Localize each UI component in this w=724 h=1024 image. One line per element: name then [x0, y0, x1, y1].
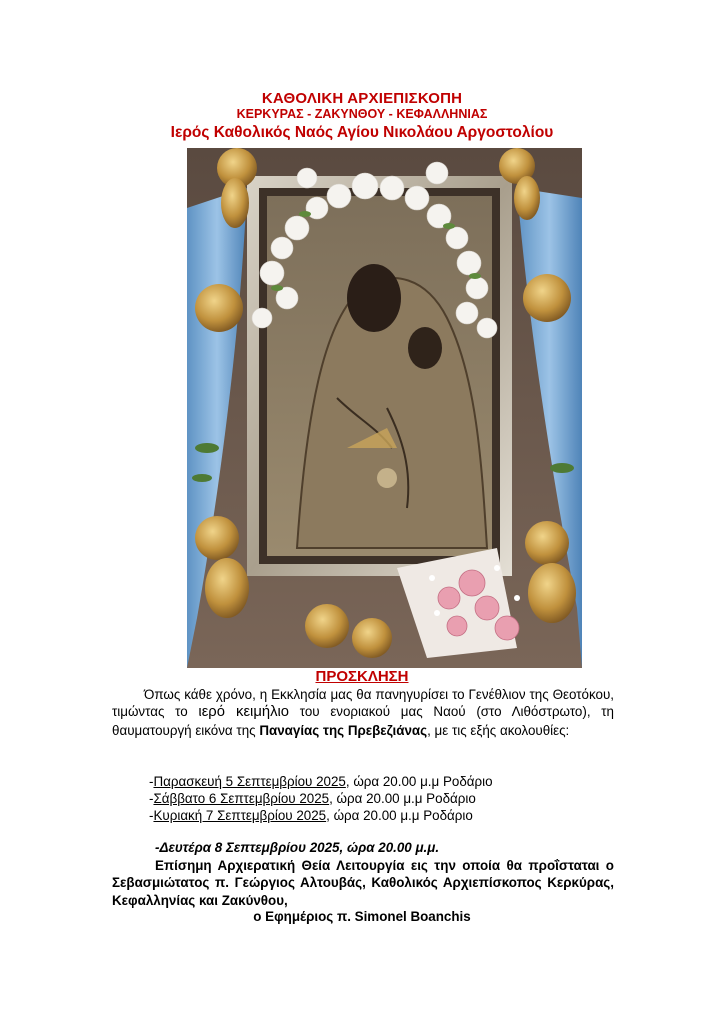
service-date: Κυριακή 7 Σεπτεμβρίου 2025	[153, 808, 327, 823]
service-dash: -	[149, 808, 154, 823]
intro-text-part2: του ενοριακού μας Ναού (στο Λιθόστρωτο), τη θαυματουργή εικόνα της	[112, 704, 615, 738]
intro-text-part1: Όπως κάθε χρόνο, η Εκκλησία μας θα πανηγυρίσει το Γενέθλιον της Θεοτόκου, τιμώντας το	[112, 687, 614, 720]
archdiocese-title: ΚΑΘΟΛΙΚΗ ΑΡΧΙΕΠΙΣΚΟΠΗ	[261, 90, 463, 107]
service-item	[149, 774, 493, 789]
service-date: Παρασκευή 5 Σεπτεμβρίου 2025	[153, 774, 346, 789]
priest-signature: ο Εφημέριος π. Simonel Boanchis	[253, 909, 471, 924]
intro-text-part3: , με τις εξής ακολουθίες:	[427, 722, 570, 738]
service-item	[149, 808, 473, 823]
church-name: Ιερός Καθολικός Ναός Αγίου Νικολάου Αργοστολίου	[170, 124, 554, 141]
icon-photo	[187, 148, 582, 668]
invitation-intro	[112, 686, 614, 739]
intro-icon-name: Παναγίας της Πρεβεζιάνας	[259, 722, 428, 738]
service-time: , ώρα 20.00 μ.μ Ροδάριο	[345, 774, 493, 789]
service-time: , ώρα 20.00 μ.μ Ροδάριο	[329, 791, 476, 806]
service-time: , ώρα 20.00 μ.μ Ροδάριο	[326, 808, 473, 823]
service-date: Σάββατο 6 Σεπτεμβρίου 2025	[153, 791, 330, 806]
feast-date: -Δευτέρα 8 Σεπτεμβρίου 2025, ώρα 20.00 μ.μ.	[155, 840, 440, 855]
service-dash: -	[149, 791, 154, 806]
intro-relic: ιερό κειμήλιο	[198, 704, 290, 721]
service-item	[149, 791, 476, 806]
feast-liturgy-text: Επίσημη Αρχιερατική Θεία Λειτουργία εις την οποία θα προΐσταται ο Σεβασμιώτατος π. Γεώργιος Αλτουβάς, Καθολικός Αρχιεπίσκοπος Κερκύρας, Κεφαλληνίας και Ζακύνθου,	[112, 858, 614, 908]
service-dash: -	[149, 774, 154, 789]
invitation-title: ΠΡΟΣΚΛΗΣΗ	[315, 668, 409, 685]
archdiocese-subtitle: ΚΕΡΚΥΡΑΣ - ΖΑΚΥΝΘΟΥ - ΚΕΦΑΛΛΗΝΙΑΣ	[236, 107, 488, 121]
